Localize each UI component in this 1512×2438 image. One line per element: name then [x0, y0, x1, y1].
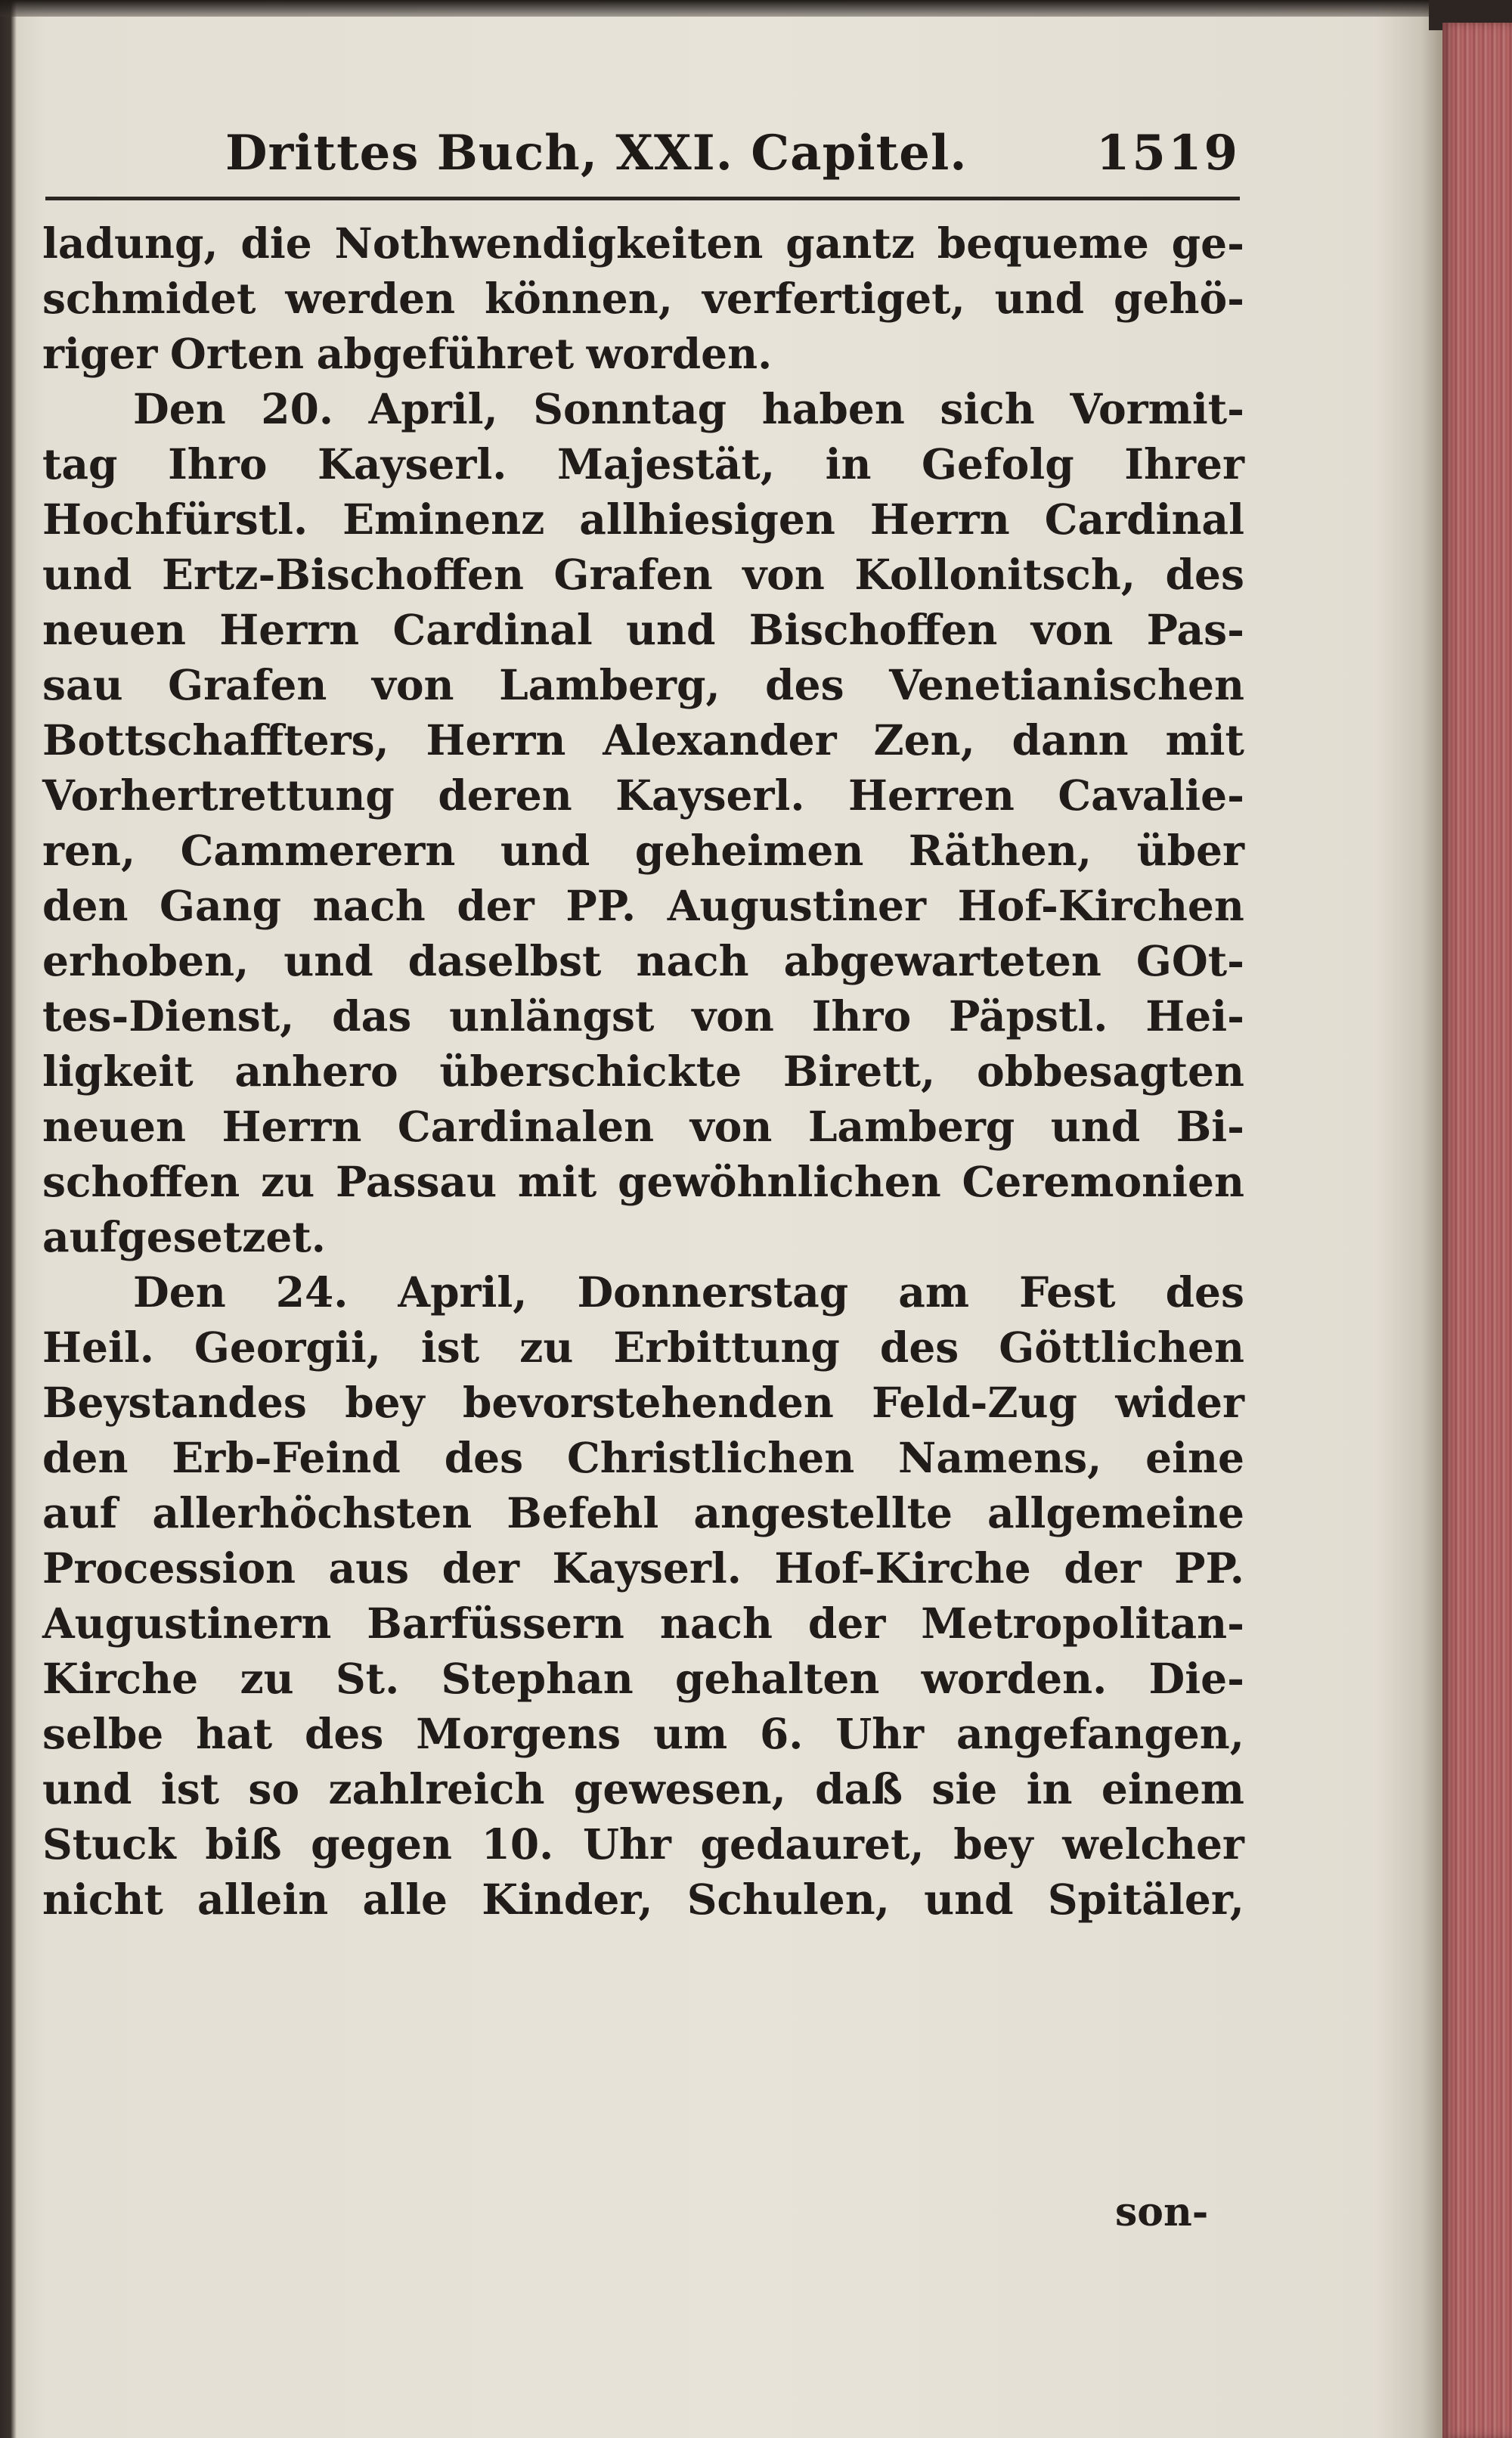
binding-shadow — [0, 0, 1512, 17]
text-line: Stuck biß gegen 10. Uhr gedauret, bey welcher — [42, 1819, 1244, 1869]
text-line: riger Orten abgeführet worden. — [42, 329, 773, 378]
text-line: ligkeit anhero überschickte Birett, obbesagten — [42, 1047, 1244, 1096]
text-line: nicht allein alle Kinder, Schulen, und Spitäler, — [42, 1875, 1244, 1924]
header-rule — [45, 197, 1240, 200]
text-line: selbe hat des Morgens um 6. Uhr angefangen, — [42, 1709, 1244, 1758]
running-head-title: Drittes Buch, XXI. Capitel. — [225, 125, 968, 181]
text-line: neuen Herrn Cardinalen von Lamberg und Bi- — [42, 1102, 1244, 1151]
red-page-edges — [1442, 23, 1512, 2438]
text-line: tag Ihro Kayserl. Majestät, in Gefolg Ihrer — [42, 439, 1244, 489]
text-line: tes-Dienst, das unlängst von Ihro Päpstl. Hei- — [42, 991, 1244, 1041]
text-line: auf allerhöchsten Befehl angestellte allgemeine — [42, 1488, 1244, 1537]
text-line: Augustinern Barfüssern nach der Metropolitan- — [42, 1599, 1244, 1648]
body-text — [42, 216, 1244, 1927]
text-line: schmidet werden können, verfertiget, und gehö- — [42, 274, 1244, 323]
text-line: Den 24. April, Donnerstag am Fest des — [133, 1267, 1244, 1317]
text-line: und ist so zahlreich gewesen, daß sie in einem — [42, 1764, 1244, 1813]
text-line: Beystandes bey bevorstehenden Feld-Zug wider — [42, 1378, 1244, 1427]
text-line: und Ertz-Bischoffen Grafen von Kollonitsch, des — [42, 550, 1244, 599]
text-line: Kirche zu St. Stephan gehalten worden. Die- — [42, 1654, 1244, 1703]
text-line: erhoben, und daselbst nach abgewarteten GOt- — [42, 936, 1244, 985]
text-line: Bottschaffters, Herrn Alexander Zen, dann mit — [42, 715, 1244, 765]
text-line: Den 20. April, Sonntag haben sich Vormit- — [133, 384, 1244, 433]
text-line: Vorhertrettung deren Kayserl. Herren Cavalie- — [42, 771, 1244, 820]
text-line: Hochfürstl. Eminenz allhiesigen Herrn Cardinal — [42, 495, 1244, 544]
text-line: ren, Cammerern und geheimen Räthen, über — [42, 826, 1244, 875]
text-line: neuen Herrn Cardinal und Bischoffen von Pas- — [42, 605, 1244, 654]
text-line: Procession aus der Kayserl. Hof-Kirche der PP. — [42, 1543, 1244, 1593]
text-line: den Erb-Feind des Christlichen Namens, eine — [42, 1433, 1244, 1482]
text-line: aufgesetzet. — [42, 1212, 326, 1261]
text-line: ladung, die Nothwendigkeiten gantz bequeme ge- — [42, 219, 1244, 268]
running-head — [45, 125, 1240, 208]
text-line: sau Grafen von Lamberg, des Venetianischen — [42, 660, 1244, 709]
text-line: Heil. Georgii, ist zu Erbittung des Göttlichen — [42, 1323, 1244, 1372]
catchword: son- — [1115, 2189, 1209, 2235]
text-line: den Gang nach der PP. Augustiner Hof-Kirchen — [42, 881, 1244, 930]
page-number: 1519 — [1095, 125, 1240, 181]
text-line: schoffen zu Passau mit gewöhnlichen Ceremonien — [42, 1157, 1244, 1206]
